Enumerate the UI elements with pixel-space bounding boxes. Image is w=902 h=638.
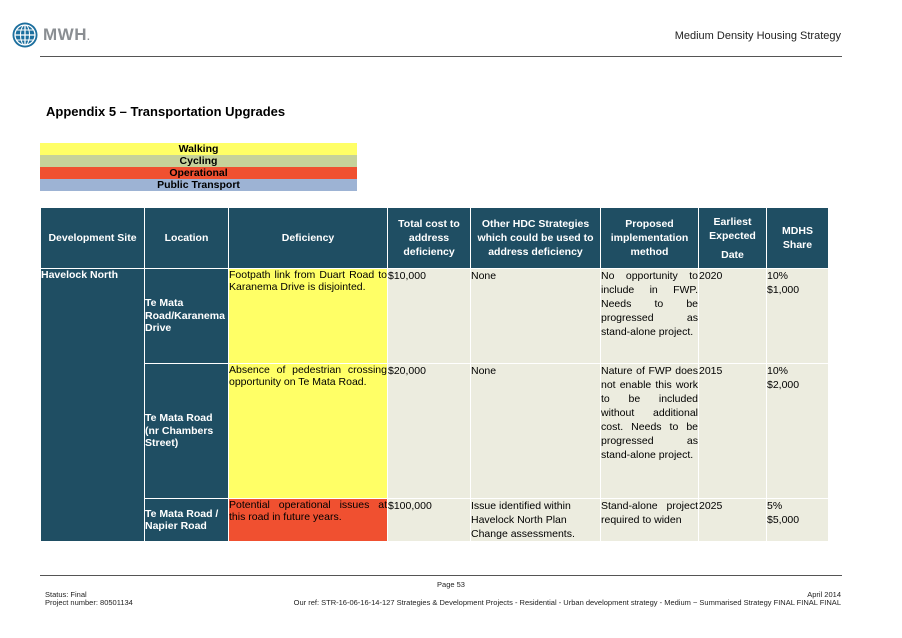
- globe-logo-icon: [12, 22, 38, 48]
- share-cell: [767, 364, 829, 499]
- header-mdhs-share: MDHS Share: [767, 208, 829, 269]
- page-number: Page 53: [437, 580, 465, 589]
- table-row: [41, 364, 829, 499]
- project-number: Project number: 80501134: [45, 598, 133, 607]
- deficiency-cell: Potential operational issues at this road in future years.: [229, 499, 388, 542]
- share-percent: 10%: [767, 270, 789, 282]
- logo-text: MWH.: [43, 25, 91, 44]
- table-row: [41, 499, 829, 542]
- document-status: Status: Final: [45, 590, 87, 599]
- legend-walking: Walking: [40, 143, 357, 155]
- table-header-row: [41, 208, 829, 269]
- method-cell: Stand-alone project required to widen: [601, 499, 699, 542]
- location-cell: Te Mata Road (nr Chambers Street): [145, 364, 229, 499]
- table-row: [41, 269, 829, 364]
- footer-divider: [40, 575, 842, 576]
- share-amount: $2,000: [767, 379, 800, 391]
- date-cell: 2020: [699, 269, 767, 364]
- location-cell: Te Mata Road/Karanema Drive: [145, 269, 229, 364]
- document-title: Medium Density Housing Strategy: [674, 30, 841, 42]
- location-cell: Te Mata Road / Napier Road: [145, 499, 229, 542]
- deficiency-cell: Footpath link from Duart Road to Karanema Drive is disjointed.: [229, 269, 388, 364]
- share-amount: $1,000: [767, 284, 800, 296]
- date-cell: 2015: [699, 364, 767, 499]
- document-reference: Our ref: STR-16-06-16-14-127 Strategies & Development Projects - Residential - Urban development strategy - Medium ~ Summarised Strategy FINAL FINAL FINAL: [293, 598, 841, 607]
- cost-cell: $10,000: [388, 269, 471, 364]
- header-location: Location: [145, 208, 229, 269]
- header-deficiency: Deficiency: [229, 208, 388, 269]
- header-total-cost: Total cost to address deficiency: [388, 208, 471, 269]
- cost-cell: $20,000: [388, 364, 471, 499]
- share-percent: 5%: [767, 500, 783, 512]
- share-amount: $5,000: [767, 514, 800, 526]
- company-logo: [12, 21, 132, 49]
- transportation-upgrades-table: [40, 207, 829, 542]
- header-development-site: Development Site: [41, 208, 145, 269]
- header-expected-date-line2: Date: [721, 248, 744, 261]
- header-method: Proposed implementation method: [601, 208, 699, 269]
- share-cell: [767, 499, 829, 542]
- header-other-strategies: Other HDC Strategies which could be used to address deficiency: [471, 208, 601, 269]
- other-strategies-cell: None: [471, 269, 601, 364]
- legend-cycling: Cycling: [40, 155, 357, 167]
- other-strategies-cell: None: [471, 364, 601, 499]
- cost-cell: $100,000: [388, 499, 471, 542]
- method-cell: No opportunity to include in FWP. Needs to be progressed as stand-alone project.: [601, 269, 699, 364]
- share-cell: [767, 269, 829, 364]
- date-cell: 2025: [699, 499, 767, 542]
- other-strategies-cell: Issue identified within Havelock North Plan Change assessments.: [471, 499, 601, 542]
- header-divider: [40, 56, 842, 57]
- appendix-title: Appendix 5 – Transportation Upgrades: [46, 104, 286, 119]
- share-percent: 10%: [767, 365, 789, 377]
- method-cell: Nature of FWP does not enable this work to be included without additional cost. Needs to be progressed as stand-alone project.: [601, 364, 699, 499]
- development-site-cell: Havelock North: [41, 269, 145, 542]
- legend-public-transport: Public Transport: [40, 179, 357, 191]
- header-expected-date: [699, 208, 767, 269]
- header-expected-date-line1: Earliest Expected: [709, 215, 756, 242]
- legend-operational: Operational: [40, 167, 357, 179]
- deficiency-cell: Absence of pedestrian crossing opportunity on Te Mata Road.: [229, 364, 388, 499]
- document-date: April 2014: [807, 590, 841, 599]
- mode-legend: [40, 143, 357, 191]
